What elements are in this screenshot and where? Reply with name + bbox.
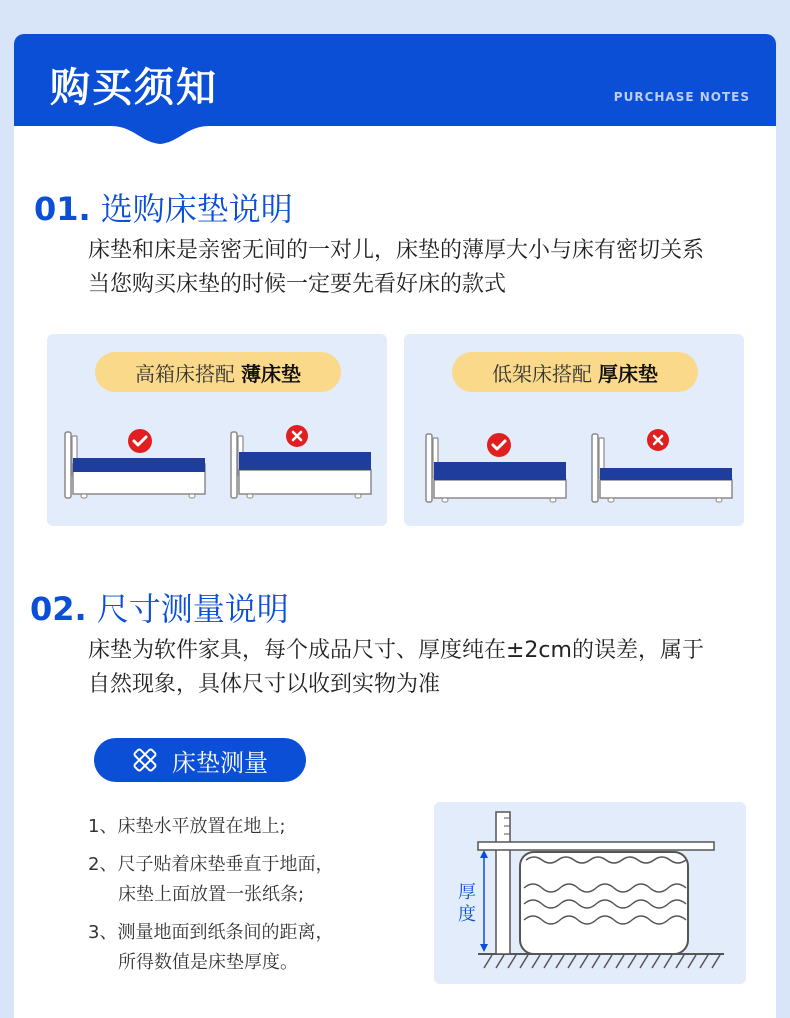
measure-diagram-panel (434, 802, 746, 984)
section1-title: 选购床垫说明 (100, 190, 293, 228)
section1-number: 01. (34, 190, 91, 228)
mattress-measure-pill (94, 738, 306, 782)
high-bed-panel (47, 334, 387, 526)
section2-title: 尺寸测量说明 (96, 590, 289, 628)
check-icon (127, 428, 153, 454)
high-bed-emphasis: 薄床垫 (241, 361, 301, 386)
low-bed-panel (404, 334, 744, 526)
page-subtitle: PURCHASE NOTES (613, 90, 750, 104)
list-item: 3、测量地面到纸条间的距离， 所得数值是床垫厚度。 (88, 922, 334, 973)
ruler-cross-icon (132, 747, 158, 773)
section1-line-2: 当您购买床垫的时候一定要先看好床的款式 (88, 272, 507, 297)
list-item: 1、床垫水平放置在地上; (88, 816, 286, 837)
low-bed-label: 低架床搭配 (492, 361, 592, 386)
cross-icon (646, 428, 670, 452)
section1-description (88, 234, 768, 302)
mattress-measure-illustration (434, 802, 746, 984)
high-bed-label: 高箱床搭配 (135, 361, 235, 386)
section1-line-1: 床垫和床是亲密无间的一对儿，床垫的薄厚大小与床有密切关系 (88, 238, 705, 263)
section1-heading (34, 184, 293, 230)
section2-line-2: 自然现象，具体尺寸以收到实物为准 (88, 672, 441, 697)
thickness-label-1: 厚 (458, 882, 476, 903)
page-title: 购买须知 (50, 65, 218, 111)
list-item: 2、尺子贴着床垫垂直于地面， 床垫上面放置一张纸条; (88, 854, 334, 905)
high-bed-pill (95, 352, 341, 392)
low-bed-pill (452, 352, 698, 392)
section2-number: 02. (30, 590, 87, 628)
check-icon (486, 432, 512, 458)
section2-heading (30, 584, 289, 630)
low-bed-emphasis: 厚床垫 (598, 361, 658, 386)
purchase-notes-card (14, 34, 776, 1018)
section2-line-1: 床垫为软件家具，每个成品尺寸、厚度纯在±2cm的误差，属于 (88, 638, 704, 663)
section2-description (88, 634, 768, 702)
measure-steps-list (88, 812, 333, 986)
cross-icon (285, 424, 309, 448)
thickness-label-2: 度 (458, 904, 476, 925)
mattress-measure-label: 床垫测量 (172, 748, 268, 777)
